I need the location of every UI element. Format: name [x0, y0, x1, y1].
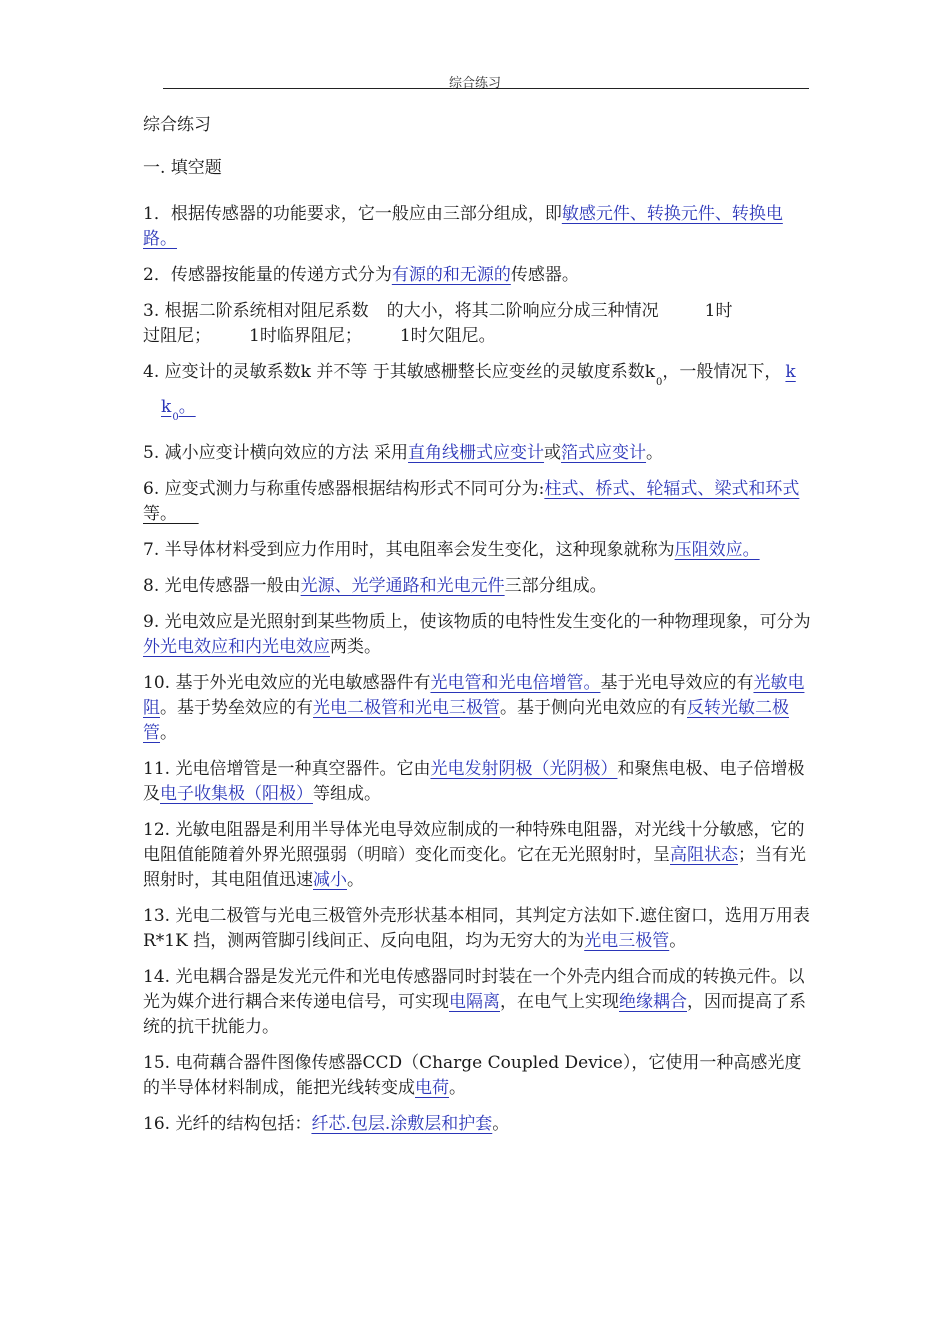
answer: 光敏电阻 — [143, 673, 805, 718]
answer: 光电管和光电倍增管。 — [430, 673, 601, 693]
answer: 电隔离 — [449, 992, 500, 1012]
document-body — [143, 113, 811, 1148]
question-10: 10. 基于外光电效应的光电敏感器件有光电管和光电倍增管。基于光电导效应的有光敏电阻。基于势垒效应的有光电二极管和光电三极管。基于侧向光电效应的有反转光敏二极管。 — [143, 673, 805, 743]
answer: 有源的和无源的 — [391, 265, 511, 285]
answer: 高阻状态 — [670, 845, 738, 865]
answer: 电子收集极（阳极） — [160, 784, 313, 804]
page-header-title: 综合练习 — [448, 76, 501, 91]
answer: 柱式、桥式、轮辐式、梁式和环式 — [544, 479, 800, 499]
answer: $kk_0$。 — [161, 362, 796, 423]
answer: 电荷 — [415, 1078, 449, 1098]
question-9: 9. 光电效应是光照射到某些物质上，使该物质的电特性发生变化的一种物理现象，可分为外光电效应和内光电效应两类。 — [143, 612, 811, 657]
question-11: 11. 光电倍增管是一种真空器件。它由光电发射阴极（光阴极）和聚焦电极、电子倍增极及电子收集极（阳极）等组成。 — [143, 759, 805, 804]
answer: 纤芯.包层.涂敷层和护套 — [311, 1114, 493, 1134]
question-5: 5. 减小应变计横向效应的方法 采用直角线栅式应变计或箔式应变计。 — [143, 443, 664, 463]
answer: 光电三极管 — [584, 931, 670, 951]
answer: 压阻效应。 — [674, 540, 760, 560]
answer: 减小 — [313, 870, 347, 890]
header-rule — [163, 88, 809, 89]
question-16: 16. 光纤的结构包括：纤芯.包层.涂敷层和护套。 — [143, 1114, 510, 1134]
question-3: 3. 根据二阶系统相对阻尼系数 的大小，将其二阶响应分成三种情况 1时 过阻尼； 1时临界阻尼； 1时欠阻尼。 — [143, 301, 733, 346]
question-13: 13. 光电二极管与光电三极管外壳形状基本相同，其判定方法如下.遮住窗口，选用万用表 R*1K 挡，测两管脚引线间正、反向电阻，均为无穷大的为光电三极管。 — [143, 906, 810, 951]
answer: 光电发射阴极（光阴极） — [430, 759, 618, 779]
answer: 光电二极管和光电三极管 — [313, 698, 500, 718]
answer: 反转光敏二极管 — [143, 698, 789, 743]
answer: 绝缘耦合 — [619, 992, 687, 1012]
document-title: 综合练习 — [143, 115, 211, 135]
answer: 直角线栅式应变计 — [408, 443, 545, 463]
answer: 敏感元件、转换元件、转换电路。 — [143, 204, 783, 249]
question-4: 4. 应变计的灵敏系数k 并不等 于其敏感栅整长应变丝的灵敏度系数$k_0$，一般情况下， $kk_0$。 — [143, 362, 796, 423]
question-14: 14. 光电耦合器是发光元件和光电传感器同时封装在一个外壳内组合而成的转换元件。以光为媒介进行耦合来传递电信号，可实现电隔离，在电气上实现绝缘耦合，因而提高了系统的抗干扰能力。 — [143, 967, 806, 1037]
answer: 光源、光学通路和光电元件 — [300, 576, 505, 596]
question-12: 12. 光敏电阻器是利用半导体光电导效应制成的一种特殊电阻器，对光线十分敏感，它的电阻值能随着外界光照强弱（明暗）变化而变化。它在无光照射时，呈高阻状态；当有光照射时，其电阻值迅速减小。 — [143, 820, 806, 890]
question-1: 1．根据传感器的功能要求，它一般应由三部分组成，即敏感元件、转换元件、转换电路。 — [143, 204, 783, 249]
answer: 箔式应变计 — [561, 443, 647, 463]
question-8: 8. 光电传感器一般由光源、光学通路和光电元件三部分组成。 — [143, 576, 607, 596]
question-6: 6. 应变式测力与称重传感器根据结构形式不同可分为:柱式、桥式、轮辐式、梁式和环式等。 — [143, 479, 800, 524]
answer: 外光电效应和内光电效应 — [143, 637, 330, 657]
section-heading: 一. 填空题 — [143, 158, 222, 178]
question-2: 2．传感器按能量的传递方式分为有源的和无源的传感器。 — [143, 265, 579, 285]
question-15: 15. 电荷藕合器件图像传感器CCD（Charge Coupled Device），它使用一种高感光度的半导体材料制成，能把光线转变成电荷。 — [143, 1053, 802, 1098]
question-7: 7. 半导体材料受到应力作用时，其电阻率会发生变化，这种现象就称为压阻效应。 — [143, 540, 760, 560]
